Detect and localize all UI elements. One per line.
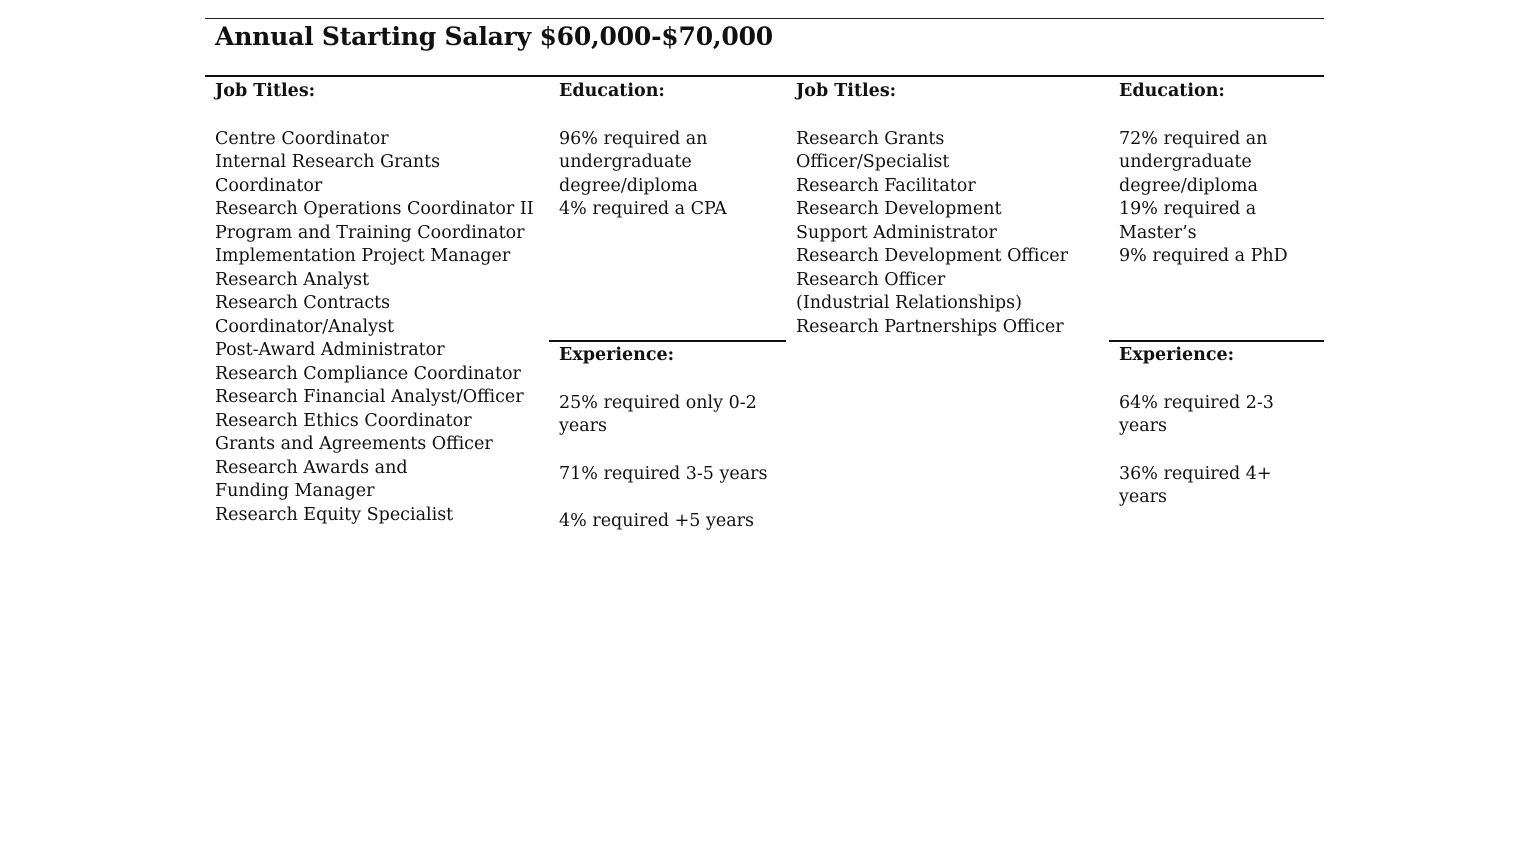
job-title-item: Research Ethics Coordinator: [215, 410, 472, 431]
job-title-item: Grants and Agreements Officer: [215, 434, 493, 454]
job-title-item: Research Facilitator: [796, 175, 976, 196]
job-title-item: Post-Award Administrator: [215, 340, 445, 360]
experience-header: Experience:: [559, 345, 675, 365]
job-title-item: Research Equity Specialist: [215, 504, 454, 525]
education-header: Education:: [559, 81, 665, 101]
job-titles-header: Job Titles:: [796, 81, 897, 101]
education-header: Education:: [1119, 81, 1225, 101]
job-title-item: Research Contracts Coordinator/Analyst: [215, 293, 394, 337]
experience-header: Experience:: [1119, 345, 1235, 365]
job-title-item: Research Analyst: [215, 269, 370, 290]
education-item: 19% required a Master’s: [1119, 199, 1257, 243]
education-column-right: [1119, 80, 1319, 269]
job-title-item: Internal Research Grants Coordinator: [215, 152, 441, 196]
job-title-item: Centre Coordinator: [215, 128, 389, 149]
experience-item: 4% required +5 years: [559, 511, 754, 531]
job-title-item: Research Operations Coordinator II: [215, 199, 534, 219]
job-title-item: Implementation Project Manager: [215, 246, 511, 266]
experience-item: 64% required 2-3 years: [1119, 392, 1274, 436]
experience-item: 25% required only 0-2 years: [559, 392, 757, 436]
job-titles-column-right: [796, 80, 1096, 339]
job-title-item: Research Development Officer: [796, 246, 1068, 266]
job-title-item: Research Officer (Industrial Relationships): [796, 269, 1022, 313]
experience-item: 36% required 4+ years: [1119, 463, 1272, 507]
education-item: 72% required an undergraduate degree/diploma: [1119, 128, 1268, 196]
job-titles-column-left: [215, 80, 540, 527]
job-title-item: Research Partnerships Officer: [796, 316, 1064, 337]
job-title-item: Research Awards and Funding Manager: [215, 457, 408, 501]
experience-rule: [549, 340, 786, 342]
education-item: 96% required an undergraduate degree/diploma: [559, 128, 708, 196]
education-item: 4% required a CPA: [559, 199, 727, 219]
education-column-left: [559, 80, 771, 222]
job-title-item: Program and Training Coordinator: [215, 222, 525, 243]
job-titles-header: Job Titles:: [215, 81, 316, 101]
job-title-item: Research Grants Officer/Specialist: [796, 128, 950, 172]
header-rule: [205, 75, 1324, 77]
job-title-item: Research Financial Analyst/Officer: [215, 387, 524, 407]
education-item: 9% required a PhD: [1119, 246, 1288, 266]
page-title: Annual Starting Salary $60,000-$70,000: [215, 22, 773, 51]
job-title-item: Research Development Support Administrator: [796, 199, 1002, 243]
top-rule: [205, 18, 1324, 19]
experience-rule: [1109, 340, 1324, 342]
job-title-item: Research Compliance Coordinator: [215, 363, 521, 384]
experience-item: 71% required 3-5 years: [559, 463, 768, 484]
